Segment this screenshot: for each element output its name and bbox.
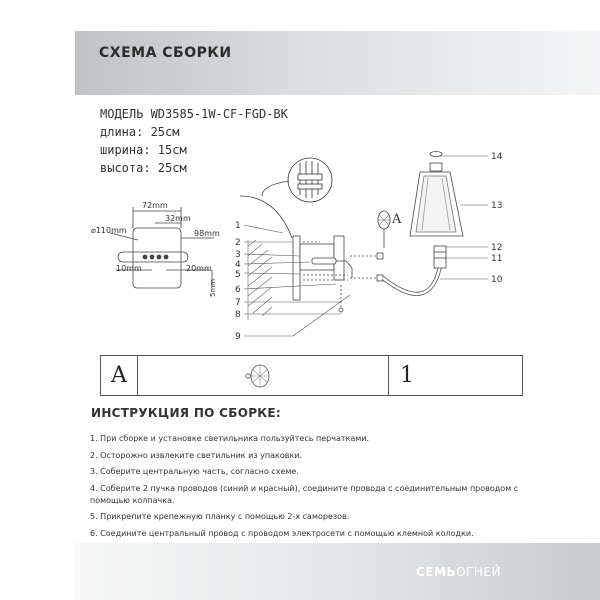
dim-20: 20mm xyxy=(186,264,212,273)
dim-5: 5mm xyxy=(209,278,217,297)
callout-14: 14 xyxy=(491,152,503,162)
brand-light: ОГНЕЙ xyxy=(456,565,501,579)
callout-2: 2 xyxy=(235,238,241,248)
callout-12: 12 xyxy=(491,243,503,253)
instruction-item: 3. Соберите центральную часть, согласно схеме. xyxy=(90,467,299,476)
spec-model: МОДЕЛЬ WD3585-1W-CF-FGD-BK xyxy=(100,107,288,121)
instructions-title: ИНСТРУКЦИЯ ПО СБОРКЕ: xyxy=(91,406,282,420)
right-callout-numbers xyxy=(491,152,503,285)
socket xyxy=(434,246,446,268)
callout-11: 11 xyxy=(491,254,503,264)
brand-logo xyxy=(416,565,501,579)
callout-13: 13 xyxy=(491,201,503,211)
lamp-arm xyxy=(383,266,440,294)
brand-bold: СЕМЬ xyxy=(416,565,457,579)
callout-4: 4 xyxy=(235,260,241,270)
wall-hatching xyxy=(248,240,272,320)
nipple xyxy=(312,258,336,264)
dim-72: 72mm xyxy=(142,201,168,210)
plate-hole-3 xyxy=(157,255,161,259)
callout-9: 9 xyxy=(235,332,241,342)
crystal-part-icon xyxy=(137,356,388,395)
plate-hole-1 xyxy=(143,255,147,259)
instruction-item: 4. Соберите 2 пучка проводов (синий и красный), соедините провода с соединительным проводом с помощью колпачка. xyxy=(90,483,519,505)
dim-110: ⌀110mm xyxy=(91,226,127,235)
bracket-body xyxy=(300,244,334,270)
instruction-item: 6. Соедините центральный провод с проводом электросети с помощью клемной колодки. xyxy=(90,528,474,538)
callout-8: 8 xyxy=(235,310,241,320)
callout-3: 3 xyxy=(235,250,241,260)
mounting-plate-drawing xyxy=(110,207,214,288)
page-title: СХЕМА СБОРКИ xyxy=(99,45,232,61)
shade-top xyxy=(430,163,442,171)
bubble-leader xyxy=(262,181,289,196)
callout-6: 6 xyxy=(235,285,241,295)
plate-hole-4 xyxy=(164,255,168,259)
dim-10: 10mm xyxy=(116,264,142,273)
spec-length: длина: 25см xyxy=(100,125,180,139)
crystal-label: A xyxy=(392,212,402,227)
dim-98: 98mm xyxy=(194,229,220,238)
instruction-item: 1. При сборке и установке светильника пользуйтесь перчатками. xyxy=(90,434,370,443)
instruction-item: 5. Прикрепите крепежную планку с помощью 2-х саморезов. xyxy=(90,512,350,521)
footer-band xyxy=(75,543,600,600)
instruction-item: 2. Осторожно извлеките светильник из упаковки. xyxy=(90,450,303,460)
spec-height: высота: 25см xyxy=(100,161,187,175)
plate-hole-2 xyxy=(150,255,154,259)
wire-detail-wires xyxy=(298,161,322,198)
part-label: A xyxy=(101,356,138,395)
callout-10: 10 xyxy=(491,275,503,285)
wire-curve xyxy=(240,196,292,238)
part-image xyxy=(137,356,388,395)
callout-7: 7 xyxy=(235,298,241,308)
wall-plate xyxy=(293,236,300,300)
dim-32: 32mm xyxy=(165,214,191,223)
callout-5: 5 xyxy=(235,270,241,280)
instructions-list xyxy=(90,433,560,544)
spec-width: ширина: 15см xyxy=(100,143,187,157)
callout-1: 1 xyxy=(235,221,241,231)
part-quantity: 1 xyxy=(388,356,425,395)
left-callout-numbers xyxy=(235,221,241,342)
parts-table xyxy=(100,355,523,396)
